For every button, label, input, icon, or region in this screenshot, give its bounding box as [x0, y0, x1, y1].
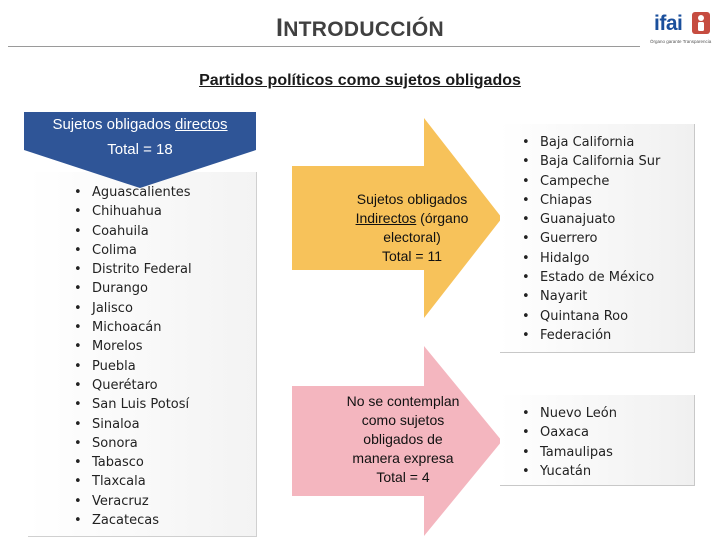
not-contemplated-line4: manera expresa [352, 450, 454, 466]
list-item: • Distrito Federal [74, 260, 192, 279]
not-contemplated-line3: obligados de [363, 431, 443, 447]
indirect-line2 [322, 209, 502, 228]
title-initial: I [275, 14, 284, 42]
list-item: • Tabasco [74, 453, 192, 472]
indirect-line1: Sujetos obligados [356, 191, 468, 207]
list-item: • Jalisco [74, 299, 192, 318]
list-item: • Puebla [74, 357, 192, 376]
list-item: • Nuevo León [522, 404, 617, 423]
indirect-line2-underlined: Indirectos [355, 210, 417, 226]
indirect-line2-rest: (órgano [416, 210, 469, 226]
list-item: • Durango [74, 279, 192, 298]
list-item: • Morelos [74, 337, 192, 356]
list-item: • Baja California [522, 133, 660, 152]
not-contemplated-states-list [522, 404, 617, 481]
title-rest: NTRODUCCIÓN [283, 18, 445, 41]
list-item: • Federación [522, 326, 660, 345]
not-contemplated-line1: No se contemplan [346, 393, 460, 409]
list-item: • Tamaulipas [522, 443, 617, 462]
list-item: • Guerrero [522, 229, 660, 248]
direct-label-underlined: directos [175, 116, 228, 133]
title-divider [8, 46, 640, 47]
list-item: • Baja California Sur [522, 152, 660, 171]
list-item: • Chihuahua [74, 202, 192, 221]
list-item: • Chiapas [522, 191, 660, 210]
direct-label-prefix: Sujetos obligados [52, 116, 176, 133]
list-item: • San Luis Potosí [74, 395, 192, 414]
direct-total: Total = 18 [107, 141, 173, 158]
page-title [0, 14, 720, 43]
list-item: • Nayarit [522, 287, 660, 306]
list-item: • Oaxaca [522, 423, 617, 442]
list-item: • Estado de México [522, 268, 660, 287]
ifai-logo [648, 10, 714, 50]
list-item: • Aguascalientes [74, 183, 192, 202]
indirect-total: Total = 11 [381, 248, 443, 264]
list-item: • Querétaro [74, 376, 192, 395]
slide-subtitle: Partidos políticos como sujetos obligados [199, 72, 521, 89]
list-item: • Guanajuato [522, 210, 660, 229]
list-item: • Campeche [522, 172, 660, 191]
list-item: • Sinaloa [74, 415, 192, 434]
list-item: • Tlaxcala [74, 472, 192, 491]
list-item: • Sonora [74, 434, 192, 453]
list-item: • Michoacán [74, 318, 192, 337]
list-item: • Coahuila [74, 222, 192, 241]
list-item: • Yucatán [522, 462, 617, 481]
not-contemplated-total: Total = 4 [376, 469, 430, 485]
list-item: • Veracruz [74, 492, 192, 511]
logo-subtitle: Órgano garante Transparencia [650, 39, 712, 44]
list-item: • Zacatecas [74, 511, 192, 530]
list-item: • Hidalgo [522, 249, 660, 268]
logo-wordmark: ifai [654, 12, 683, 35]
indirect-arrow-text [322, 190, 502, 266]
direct-label [24, 116, 256, 133]
direct-states-list [74, 183, 192, 530]
indirect-states-list [522, 133, 660, 345]
indirect-line3: electoral) [383, 229, 441, 245]
list-item: • Colima [74, 241, 192, 260]
list-item: • Quintana Roo [522, 307, 660, 326]
not-contemplated-arrow-text [318, 392, 488, 487]
not-contemplated-line2: como sujetos [361, 412, 445, 428]
